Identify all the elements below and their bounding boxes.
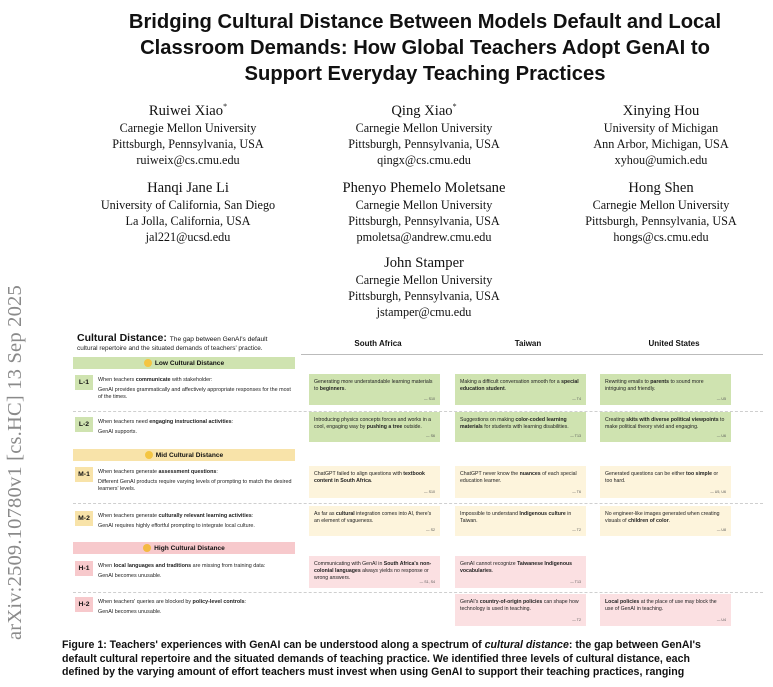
level-label: Low Cultural Distance [154, 359, 225, 367]
figure-heading-definition: The gap between GenAI's default [169, 336, 268, 343]
title-line-1: Bridging Cultural Distance Between Models Default and Local [128, 11, 722, 33]
quote-cell [455, 412, 586, 442]
figure-heading-term: Cultural Distance: [77, 332, 167, 344]
author-affiliation: University of Michigan [603, 120, 719, 135]
row-code-badge: M-2 [75, 511, 93, 526]
quote-emphasis: textbook content in South Africa [314, 471, 425, 484]
equal-contribution-mark: * [452, 102, 457, 111]
row-divider [73, 592, 763, 593]
figure-heading-line-2: cultural repertoire and the situated demands of teachers' practice. [77, 345, 263, 352]
author-email: hongs@cs.cmu.edu [613, 230, 709, 245]
smile-emoji-icon [144, 359, 152, 367]
quote-text: of each special education learner. [460, 471, 577, 484]
participant-citation: — S6 [426, 434, 435, 439]
author-location: Ann Arbor, Michigan, USA [593, 137, 729, 152]
row-text-part: When teachers generate [98, 469, 159, 475]
quote-cell [455, 594, 586, 626]
author-name: John Stamper [384, 254, 464, 271]
caption-text: : the gap between GenAI's [568, 639, 701, 651]
quote-text: No engineer-like images generated when creating visuals of [605, 511, 720, 524]
quote-emphasis: South Africa's non-colonial languages [314, 561, 432, 574]
paper-title [60, 9, 773, 87]
quote-text: . [491, 567, 494, 574]
row-text-part: with stakeholder: [170, 377, 213, 383]
quote-emphasis: Local policies [605, 599, 640, 605]
quote-text: Communicating with GenAI in [314, 561, 384, 567]
participant-citation: — T2 [572, 528, 581, 533]
quote-emphasis: skits with diverse political viewpoints [626, 417, 719, 423]
quote-cell [455, 374, 586, 405]
title-line-2: Classroom Demands: How Global Teachers Adopt GenAI to [140, 37, 710, 59]
author-email: xyhou@umich.edu [614, 153, 708, 168]
level-bar-mid [73, 449, 295, 461]
participant-citation: — T2 [572, 618, 581, 623]
author-card [68, 175, 308, 245]
participant-citation: — T4 [572, 397, 581, 402]
author-card [541, 175, 773, 245]
row-description [98, 563, 296, 580]
author-email: jal221@ucsd.edu [145, 230, 231, 245]
quote-text: Rewriting emails to [605, 379, 651, 385]
figure-cultural-distance [73, 330, 763, 630]
row-description [98, 513, 296, 530]
quote-emphasis: too simple [686, 471, 712, 477]
row-description [98, 599, 296, 616]
quote-text: . [344, 385, 347, 392]
author-email: pmoletsa@andrew.cmu.edu [356, 230, 492, 245]
row-text-part: When teachers need [98, 419, 150, 425]
row-text-part: : [244, 599, 247, 605]
participant-citation: — U6 [716, 434, 726, 439]
quote-text: . [668, 517, 671, 524]
quote-cell [309, 506, 440, 536]
quote-cell [600, 466, 731, 498]
quote-text: or too hard. [605, 471, 719, 484]
author-card [304, 250, 544, 320]
row-outcome: GenAI becomes unusable. [98, 573, 162, 579]
row-text-part: : [251, 513, 254, 519]
author-card [304, 98, 544, 168]
quote-emphasis: cultural [335, 511, 355, 517]
quote-cell [600, 374, 731, 405]
caption-text: defined by the varying amount of effort teachers must invest when using GenAI to support their teaching practices, ranging [62, 666, 685, 678]
row-text-emphasis: culturally relevant learning activities [158, 513, 252, 519]
quote-emphasis: pushing a tree [366, 423, 403, 430]
figure-caption [62, 639, 767, 680]
author-card [304, 175, 544, 245]
author-email: qingx@cs.cmu.edu [377, 153, 471, 168]
level-label: High Cultural Distance [154, 544, 225, 552]
author-name: Qing Xiao [391, 102, 453, 119]
quote-emphasis: country-of-origin policies [479, 599, 543, 605]
participant-citation: — U8 [716, 528, 726, 533]
participant-citation: — S1, S4 [419, 580, 435, 585]
level-label: Mid Cultural Distance [155, 451, 224, 459]
row-code-badge: H-1 [75, 561, 93, 576]
column-header-united-states: United States [648, 339, 700, 348]
caption-text: default cultural repertoire and the situated demands of teaching practice. We identified three levels of cultural distance, each [62, 652, 690, 665]
author-name: Ruiwei Xiao [148, 102, 224, 119]
participant-citation: — U5 [716, 397, 726, 402]
quote-text: integration comes into AI, there's an element of vagueness. [314, 511, 432, 524]
author-card [68, 98, 308, 168]
author-name: Hong Shen [628, 179, 694, 196]
participant-citation: — U4 [716, 618, 726, 623]
quote-cell [309, 556, 440, 588]
author-affiliation: Carnegie Mellon University [119, 120, 257, 135]
row-text-part: When teachers [98, 377, 136, 383]
quote-emphasis: beginners [319, 385, 345, 392]
quote-cell [309, 374, 440, 405]
quote-text: Generated questions can be either [605, 471, 687, 477]
participant-citation: — T13 [570, 434, 581, 439]
quote-emphasis: parents [650, 379, 670, 385]
row-code-badge: L-2 [75, 417, 93, 432]
quote-text: ChatGPT never know the [460, 471, 520, 477]
participant-citation: — T13 [570, 580, 581, 585]
row-outcome: GenAI provides grammatically and affectively appropriate responses for the most of the times. [98, 387, 291, 400]
header-divider [301, 354, 763, 355]
quote-cell [455, 506, 586, 536]
row-outcome: GenAI requires highly effortful prompting to integrate local culture. [98, 523, 255, 529]
quote-cell [455, 556, 586, 588]
author-email: jstamper@cmu.edu [376, 305, 472, 320]
author-affiliation: Carnegie Mellon University [355, 272, 493, 287]
author-location: La Jolla, California, USA [125, 214, 251, 229]
author-affiliation: Carnegie Mellon University [355, 120, 493, 135]
author-location: Pittsburgh, Pennsylvania, USA [348, 137, 500, 152]
author-affiliation: Carnegie Mellon University [355, 197, 493, 212]
quote-text: Creating [605, 417, 627, 423]
row-text-part: When [98, 563, 114, 569]
quote-emphasis: Taiwanese Indigenous vocabularies [460, 561, 573, 574]
row-text-emphasis: assessment questions [158, 469, 217, 475]
author-location: Pittsburgh, Pennsylvania, USA [348, 214, 500, 229]
quote-text: ChatGPT failed to align questions with [314, 471, 404, 477]
quote-text: in Taiwan. [460, 511, 572, 524]
quote-cell [600, 506, 731, 536]
quote-cell [455, 466, 586, 498]
quote-text: at the place of use may block the use of GenAI in teaching. [605, 599, 717, 612]
author-email: ruiweix@cs.cmu.edu [136, 153, 240, 168]
author-location: Pittsburgh, Pennsylvania, USA [112, 137, 264, 152]
author-affiliation: University of California, San Diego [100, 197, 276, 212]
arxiv-identifier: arXiv:2509.10780v1 [cs.HC] 13 Sep 2025 [4, 285, 26, 640]
quote-text: to sound more intriguing and friendly. [605, 379, 704, 392]
quote-cell [600, 594, 731, 626]
row-divider [73, 503, 763, 504]
sad-emoji-icon [143, 544, 151, 552]
column-header-south-africa: South Africa [354, 339, 402, 348]
row-text-emphasis: communicate [135, 377, 171, 383]
column-header-taiwan: Taiwan [514, 339, 542, 348]
row-outcome: GenAI supports. [98, 429, 137, 435]
row-text-part: When teachers generate [98, 513, 159, 519]
quote-text: As far as [314, 511, 336, 517]
quote-text: can shape how technology is used in teaching. [460, 599, 579, 612]
quote-text: always yields no response or wrong answers. [314, 567, 429, 581]
quote-text: GenAI cannot recognize [460, 561, 518, 567]
row-code-badge: L-1 [75, 375, 93, 390]
quote-emphasis: Indigenous culture [519, 511, 566, 517]
level-bar-high [73, 542, 295, 554]
quote-cell [309, 412, 440, 442]
quote-emphasis: children of color [628, 517, 669, 524]
quote-emphasis: nuances [519, 471, 541, 477]
row-outcome: Different GenAI products require varying levels of prompting to match the desired learners' levels. [98, 479, 292, 492]
participant-citation: — U5, U6 [710, 490, 726, 495]
figure-heading [77, 332, 267, 344]
quote-text: Impossible to understand [460, 511, 520, 517]
row-text-emphasis: engaging instructional activities [149, 419, 232, 425]
quote-text: Introducing physics concepts forces and works in a cool, engaging way by [314, 417, 432, 430]
quote-text: outside. [402, 423, 422, 430]
row-text-part: : [231, 419, 234, 425]
author-name: Hanqi Jane Li [147, 179, 229, 196]
quote-text: . [370, 477, 373, 484]
quote-text: Suggestions on making [460, 417, 516, 423]
equal-contribution-mark: * [223, 102, 228, 111]
quote-emphasis: color-coded learning materials [460, 417, 567, 430]
row-outcome: GenAI becomes unusable. [98, 609, 162, 615]
title-line-3: Support Everyday Teaching Practices [244, 63, 606, 85]
row-code-badge: H-2 [75, 597, 93, 612]
row-code-badge: M-1 [75, 467, 93, 482]
participant-citation: — S2 [426, 528, 435, 533]
quote-emphasis: special education student [460, 379, 579, 392]
row-description [98, 377, 296, 401]
caption-text: Figure 1: Teachers' experiences with GenAI can be understood along a spectrum of [62, 639, 485, 651]
level-bar-low [73, 357, 295, 369]
participant-citation: — S10 [424, 490, 435, 495]
author-name: Phenyo Phemelo Moletsane [342, 179, 506, 196]
quote-cell [309, 466, 440, 498]
participant-citation: — T6 [572, 490, 581, 495]
row-description [98, 419, 296, 436]
participant-citation: — S10 [424, 397, 435, 402]
author-location: Pittsburgh, Pennsylvania, USA [348, 289, 500, 304]
author-card [541, 98, 773, 168]
row-text-part: : [216, 469, 218, 475]
row-text-emphasis: local languages and traditions [113, 563, 192, 569]
author-affiliation: Carnegie Mellon University [592, 197, 730, 212]
author-location: Pittsburgh, Pennsylvania, USA [585, 214, 737, 229]
neutral-emoji-icon [145, 451, 153, 459]
row-text-emphasis: policy-level controls [192, 599, 245, 605]
author-name: Xinying Hou [622, 102, 700, 119]
quote-text: to make political theory vivid and engaging. [605, 417, 725, 430]
quote-text: GenAI's [460, 599, 480, 605]
quote-text: . [504, 385, 507, 392]
row-text-part: When teachers' queries are blocked by [98, 599, 193, 605]
caption-emphasis: cultural distance [484, 639, 569, 651]
row-description [98, 469, 296, 493]
quote-text: Generating more understandable learning materials to [314, 379, 433, 392]
quote-text: for students with learning disabilities. [482, 423, 569, 430]
quote-text: Making a difficult conversation smooth for a [460, 379, 562, 385]
row-text-part: are missing from training data: [191, 563, 266, 569]
quote-cell [600, 412, 731, 442]
